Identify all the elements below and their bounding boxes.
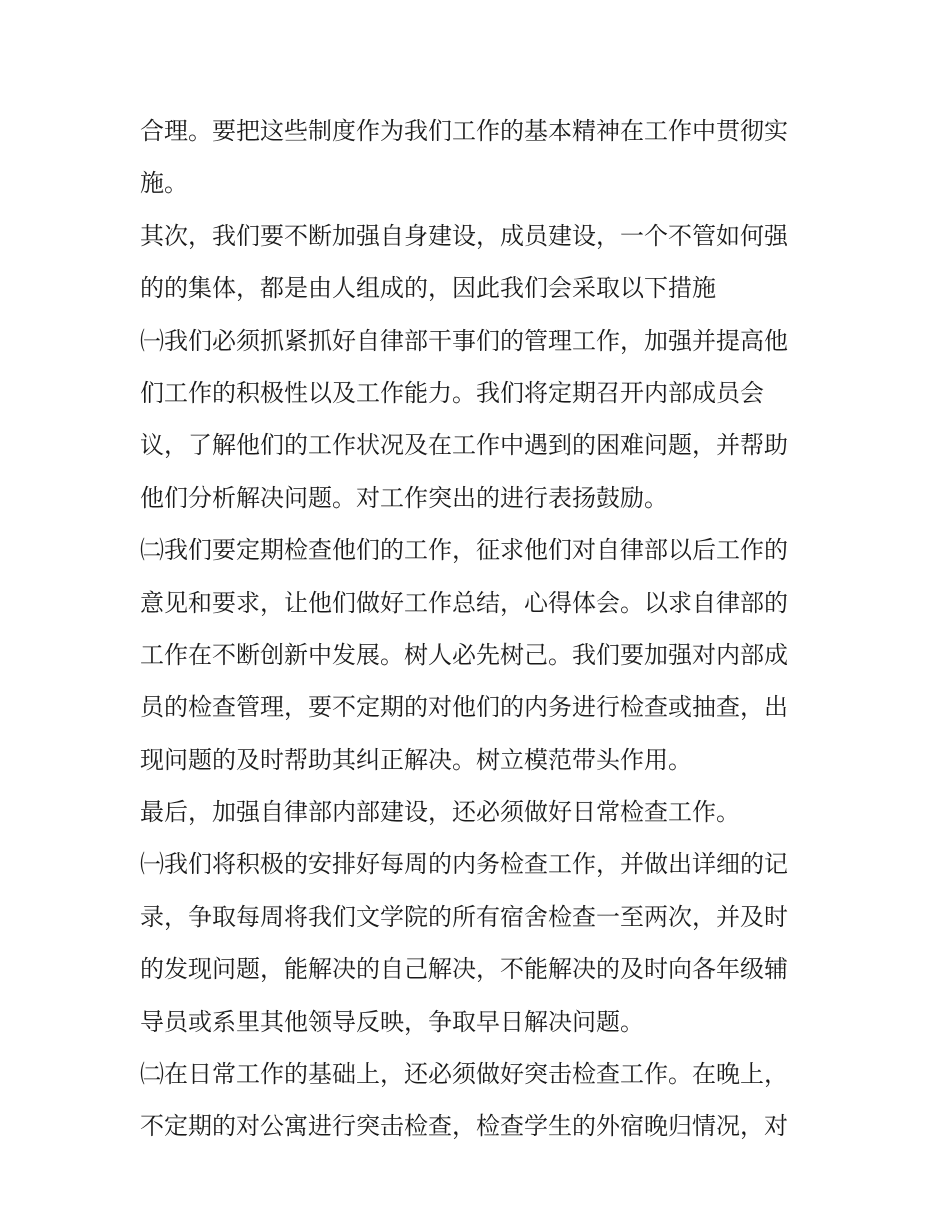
- text-line: 施。: [140, 169, 188, 198]
- text-line: 的的集体，都是由人组成的，因此我们会采取以下措施: [140, 274, 716, 303]
- text-line: 导员或系里其他领导反映，争取早日解决问题。: [140, 1007, 644, 1036]
- text-line: 现问题的及时帮助其纠正解决。树立模范带头作用。: [140, 745, 692, 774]
- text-line: 工作在不断创新中发展。树人必先树己。我们要加强对内部成: [140, 640, 788, 669]
- body-text: [140, 105, 820, 1153]
- text-line: ㈠我们将积极的安排好每周的内务检查工作，并做出详细的记: [140, 850, 788, 879]
- text-line: 合理。要把这些制度作为我们工作的基本精神在工作中贯彻实: [140, 117, 788, 145]
- text-line: 其次，我们要不断加强自身建设，成员建设，一个不管如何强: [140, 221, 788, 250]
- text-line: ㈡我们要定期检查他们的工作，征求他们对自律部以后工作的: [140, 536, 788, 565]
- text-line: 意见和要求，让他们做好工作总结，心得体会。以求自律部的: [140, 588, 788, 617]
- text-line: ㈠我们必须抓紧抓好自律部干事们的管理工作，加强并提高他: [140, 326, 788, 355]
- text-line: 录，争取每周将我们文学院的所有宿舍检查一至两次，并及时: [140, 902, 788, 931]
- text-line: 他们分析解决问题。对工作突出的进行表扬鼓励。: [140, 483, 668, 512]
- text-line: 员的检查管理，要不定期的对他们的内务进行检查或抽查，出: [140, 693, 788, 722]
- text-line: 议，了解他们的工作状况及在工作中遇到的困难问题，并帮助: [140, 431, 788, 460]
- text-line: ㈡在日常工作的基础上，还必须做好突击检查工作。在晚上，: [140, 1060, 788, 1089]
- text-line: 不定期的对公寓进行突击检查，检查学生的外宿晚归情况，对: [140, 1112, 788, 1141]
- text-line: 的发现问题，能解决的自己解决，不能解决的及时向各年级辅: [140, 955, 788, 984]
- text-line: 最后，加强自律部内部建设，还必须做好日常检查工作。: [140, 798, 740, 827]
- text-line: 们工作的积极性以及工作能力。我们将定期召开内部成员会: [140, 378, 764, 407]
